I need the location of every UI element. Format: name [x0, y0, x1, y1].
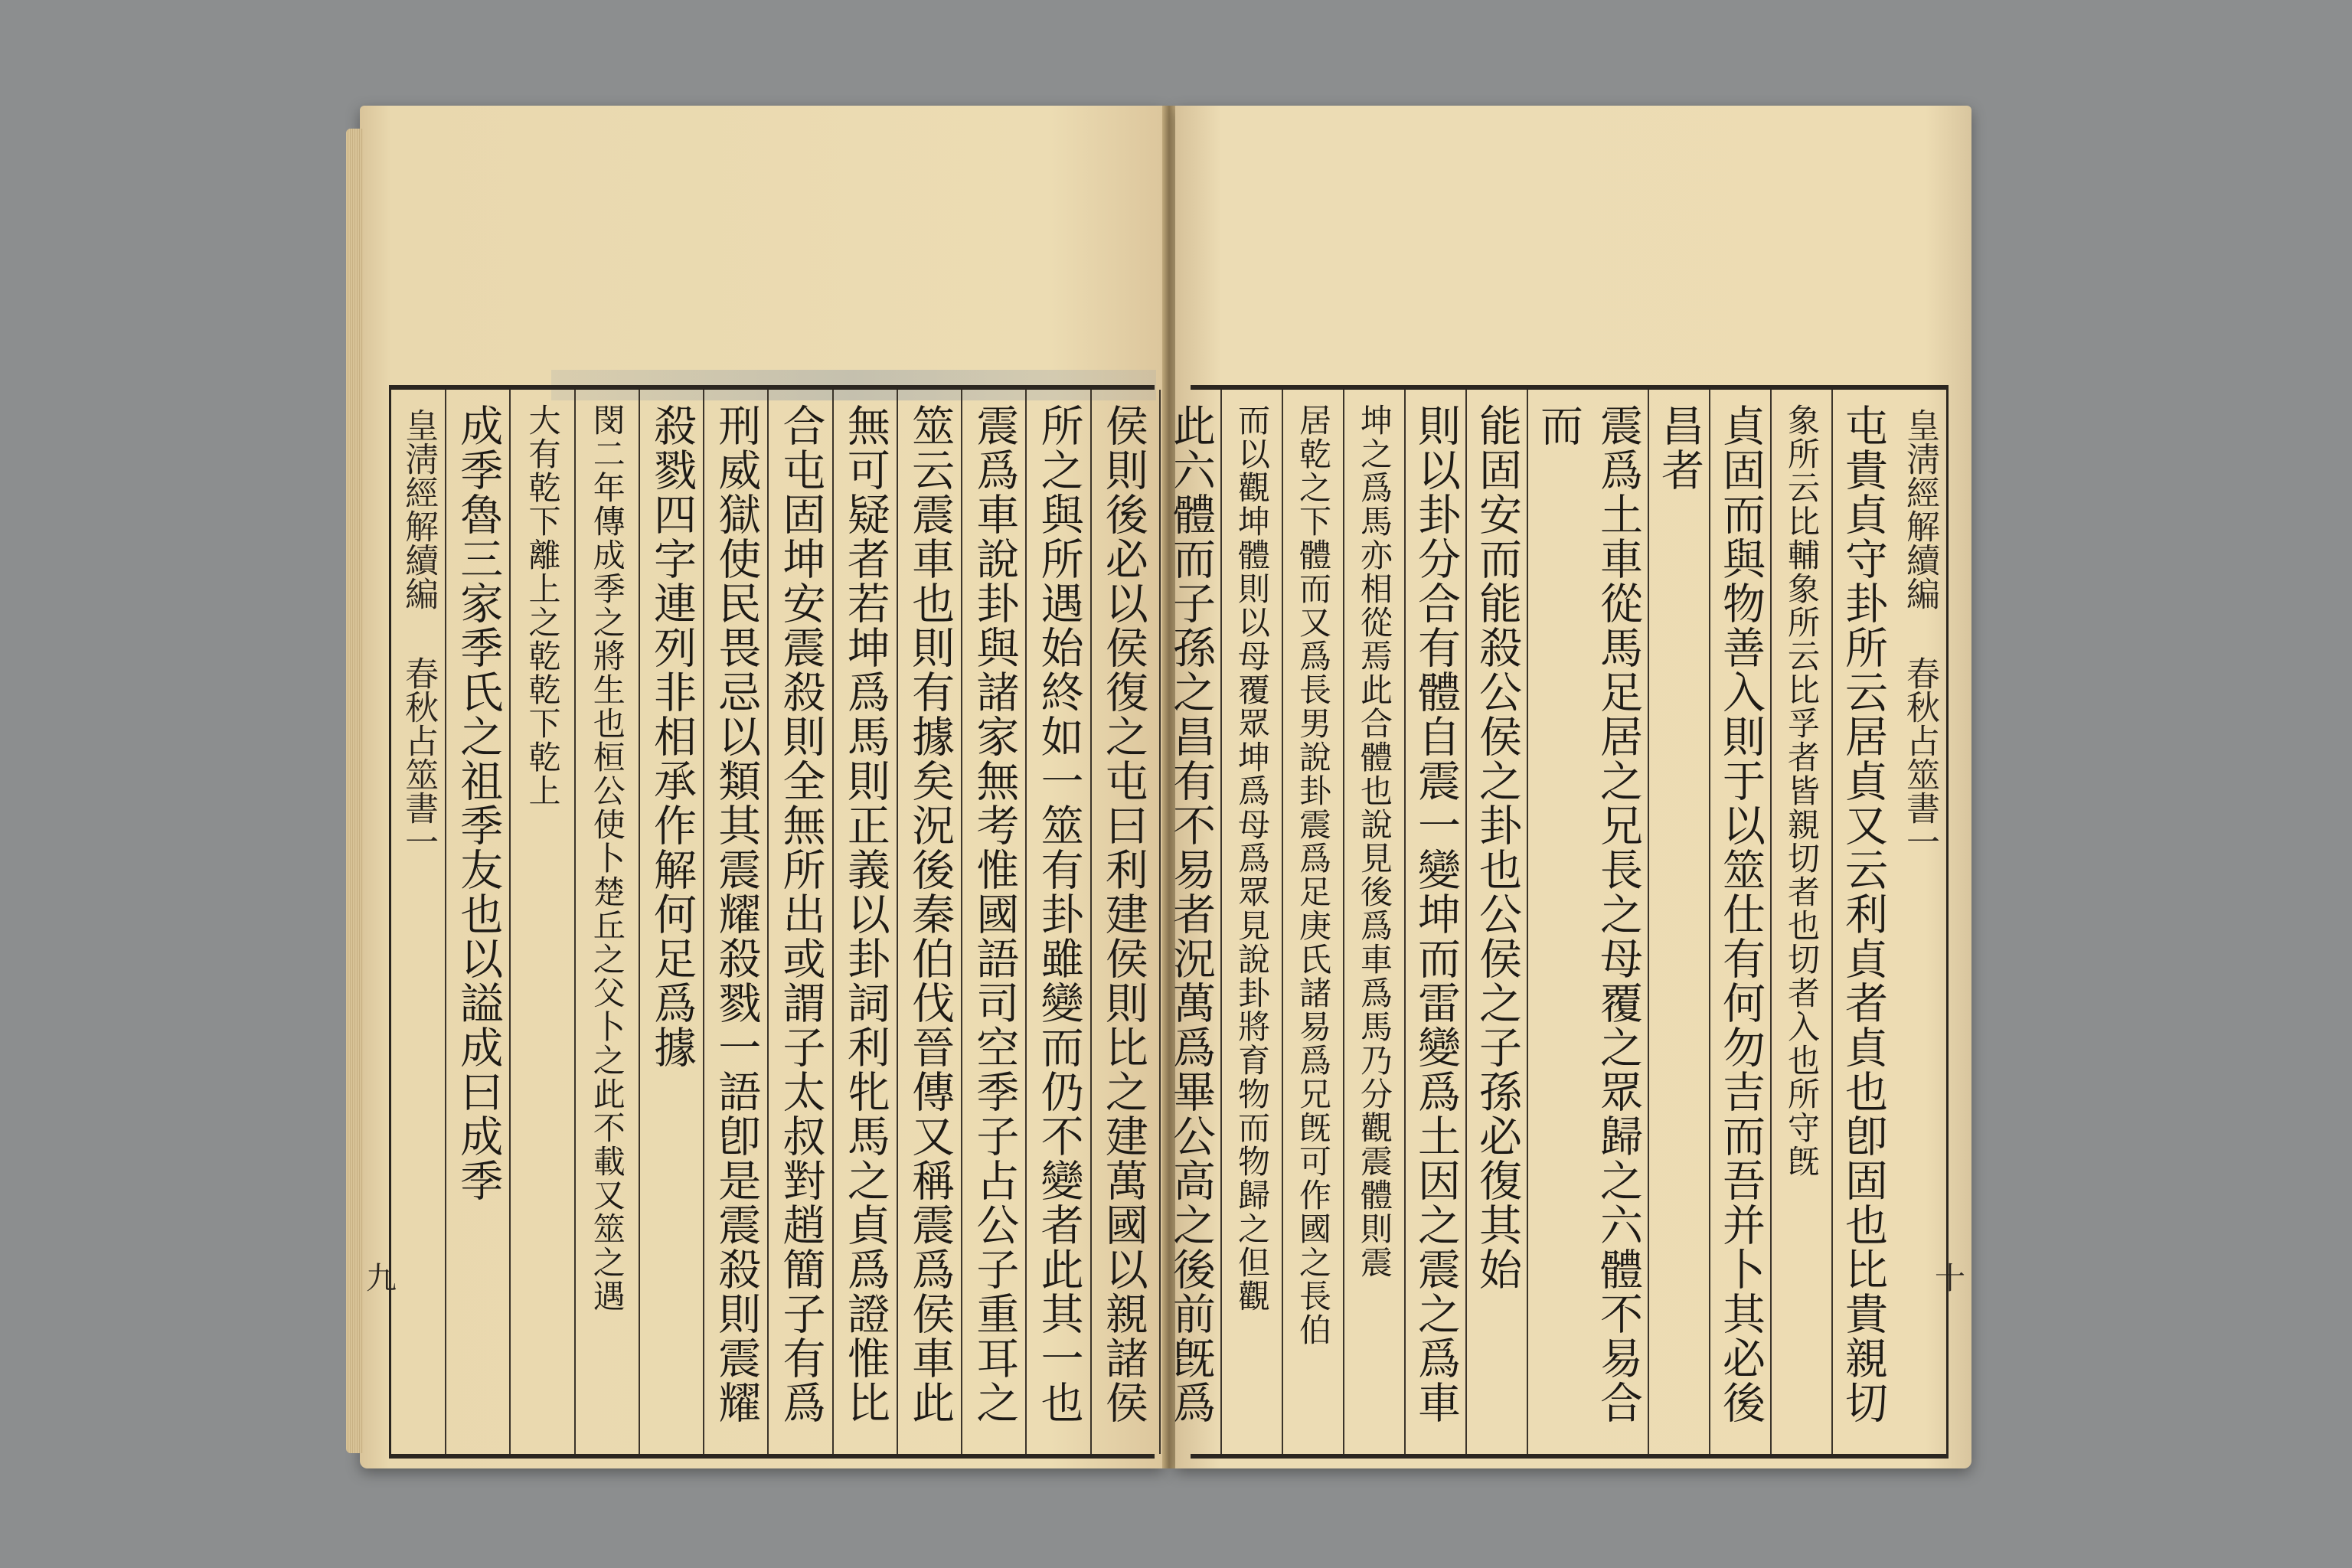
text-column: 刑威獄使民畏忌以類其震耀殺戮一語卽是震殺則震耀 [703, 390, 767, 1454]
text-column: 居乾之下體而又爲長男說卦震爲足庚氏諸易爲兄旣可作國之長伯 [1282, 390, 1343, 1454]
text-column: 則以卦分合有體自震一變坤而雷變爲土因之震之爲車 [1404, 390, 1465, 1454]
text-column: 坤之爲馬亦相從焉此合體也說見後爲車爲馬乃分觀震體則震 [1343, 390, 1404, 1454]
chapter-title: 春秋占筮書一 [1900, 656, 1939, 858]
right-text-frame [1166, 385, 1949, 1459]
text-column: 震爲車說卦與諸家無考惟國語司空季子占公子重耳之 [961, 390, 1025, 1454]
text-column: 震爲土車從馬足居之兄長之母覆之眾歸之六體不易合而 [1527, 390, 1648, 1454]
book-title: 皇淸經解續編 [1900, 408, 1939, 610]
text-column: 昌者 [1648, 390, 1709, 1454]
text-column: 而以觀坤體則以母覆眾坤爲母爲眾見說卦將育物而物歸之但觀 [1220, 390, 1282, 1454]
right-page [1166, 106, 1971, 1468]
text-column: 閔二年傳成季之將生也桓公使卜楚丘之父卜之此不載又筮之遇 [574, 390, 639, 1454]
text-column: 無可疑者若坤爲馬則正義以卦詞利牝馬之貞爲證惟比 [832, 390, 897, 1454]
text-column: 此六體而子孫之昌有不易者況萬爲畢公高之後前旣爲 [1159, 390, 1220, 1454]
text-column: 所之與所遇始終如一筮有卦雖變而仍不變者此其一也 [1025, 390, 1089, 1454]
page-edge [346, 129, 363, 1453]
text-column: 成季魯三家季氏之祖季友也以謚成曰成季 [445, 390, 509, 1454]
text-column: 合屯固坤安震殺則全無所出或謂子太叔對趙簡子有爲 [767, 390, 831, 1454]
margin-title [389, 390, 445, 1454]
text-column: 殺戮四字連列非相承作解何足爲據 [639, 390, 703, 1454]
text-column: 筮云震車也則有據矣況後秦伯伐晉傳又稱震爲侯車此 [897, 390, 961, 1454]
text-column: 侯則後必以侯復之屯曰利建侯則比之建萬國以親諸侯 [1090, 390, 1155, 1454]
text-column: 貞固而與物善入則于以筮仕有何勿吉而吾并卜其必後 [1709, 390, 1770, 1454]
text-column: 能固安而能殺公侯之卦也公侯之子孫必復其始 [1465, 390, 1527, 1454]
chapter-title: 春秋占筮書一 [399, 656, 439, 858]
left-page [360, 106, 1164, 1468]
page-number: 九 [366, 1261, 397, 1296]
text-column: 象所云比輔象所云比孚者皆親切者也切者入也所守旣 [1770, 390, 1831, 1454]
left-text-frame [389, 385, 1155, 1459]
text-column: 屯貴貞守卦所云居貞又云利貞者貞也卽固也比貴親切 [1831, 390, 1893, 1454]
book-title: 皇淸經解續編 [399, 408, 439, 610]
open-book [360, 90, 1968, 1484]
page-number: 十 [1935, 1261, 1965, 1296]
text-column: 大有乾下離上之乾乾下乾上 [509, 390, 573, 1454]
